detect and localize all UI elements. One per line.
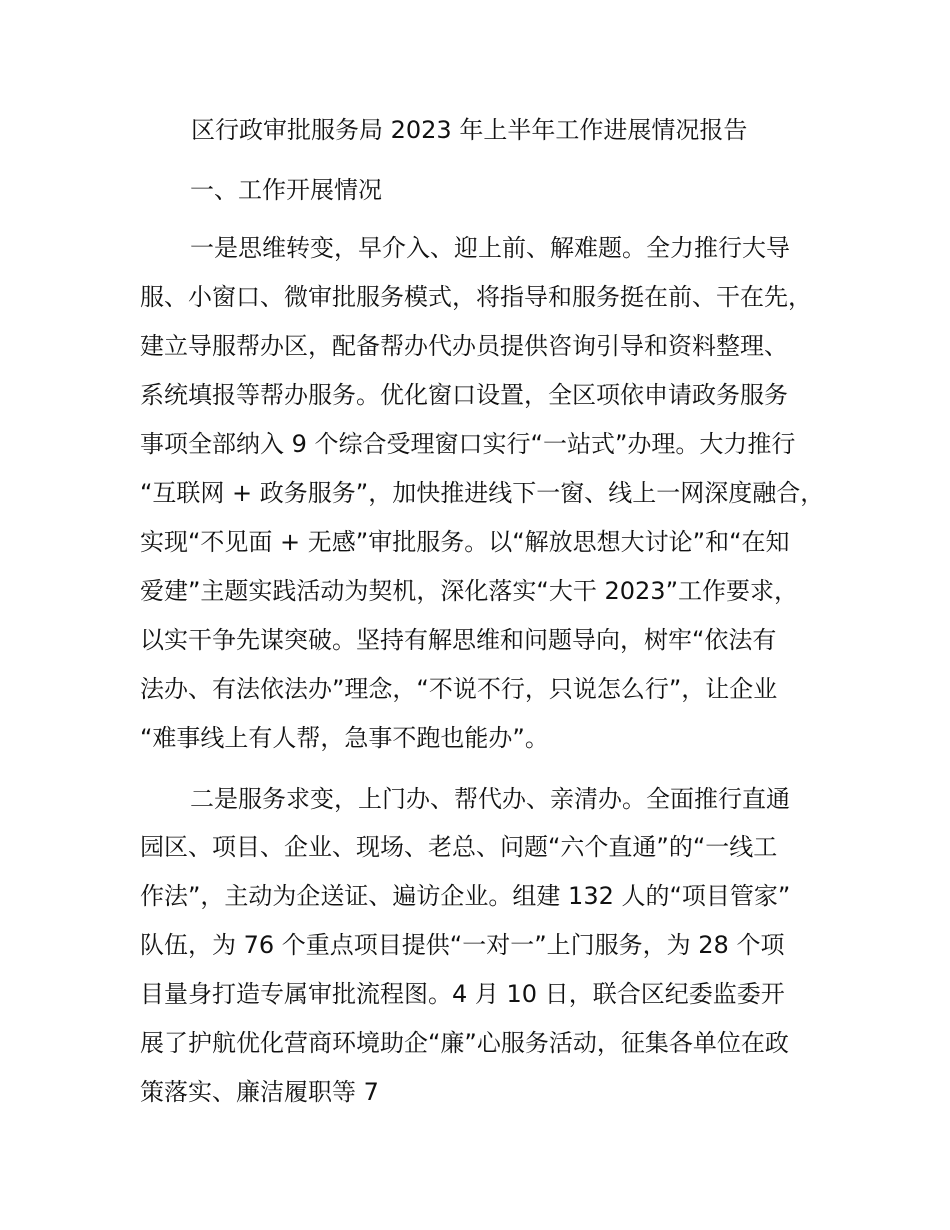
paragraph-line: 一是思维转变，早介入、迎上前、解难题。全力推行大导 bbox=[190, 234, 790, 262]
paragraph-line: “难事线上有人帮，急事不跑也能办”。 bbox=[140, 724, 549, 752]
paragraph-line: 建立导服帮办区，配备帮办代办员提供咨询引导和资料整理、 bbox=[140, 332, 788, 360]
paragraph-line: 二是服务求变，上门办、帮代办、亲清办。全面推行直通 bbox=[190, 785, 790, 813]
paragraph-line: 事项全部纳入 9 个综合受理窗口实行“一站式”办理。大力推行 bbox=[140, 430, 796, 458]
paragraph-line: 园区、项目、企业、现场、老总、问题“六个直通”的“一线工 bbox=[140, 833, 778, 861]
paragraph-line: “互联网 + 政务服务”，加快推进线下一窗、线上一网深度融合， bbox=[140, 479, 825, 507]
paragraph-line: 爱建”主题实践活动为契机，深化落实“大干 2023”工作要求， bbox=[140, 577, 799, 605]
paragraph-line: 目量身打造专属审批流程图。4 月 10 日，联合区纪委监委开 bbox=[140, 980, 785, 1008]
section-heading: 一、工作开展情况 bbox=[190, 176, 382, 204]
paragraph-line: 系统填报等帮办服务。优化窗口设置，全区项依申请政务服务 bbox=[140, 381, 788, 409]
paragraph-line: 展了护航优化营商环境助企“廉”心服务活动，征集各单位在政 bbox=[140, 1029, 789, 1057]
paragraph-line: 实现“不见面 + 无感”审批服务。以“解放思想大讨论”和“在知 bbox=[140, 528, 790, 556]
paragraph-line: 策落实、廉洁履职等 7 bbox=[140, 1078, 379, 1106]
paragraph-line: 法办、有法依法办”理念，“不说不行，只说怎么行”，让企业 bbox=[140, 675, 778, 703]
paragraph-line: 作法”，主动为企送证、遍访企业。组建 132 人的“项目管家” bbox=[140, 882, 791, 910]
paragraph-line: 服、小窗口、微审批服务模式，将指导和服务挺在前、干在先， bbox=[140, 283, 812, 311]
paragraph-line: 以实干争先谋突破。坚持有解思维和问题导向，树牢“依法有 bbox=[140, 626, 777, 654]
paragraph-line: 队伍，为 76 个重点项目提供“一对一”上门服务，为 28 个项 bbox=[140, 931, 785, 959]
document-title: 区行政审批服务局 2023 年上半年工作进展情况报告 bbox=[191, 116, 748, 144]
